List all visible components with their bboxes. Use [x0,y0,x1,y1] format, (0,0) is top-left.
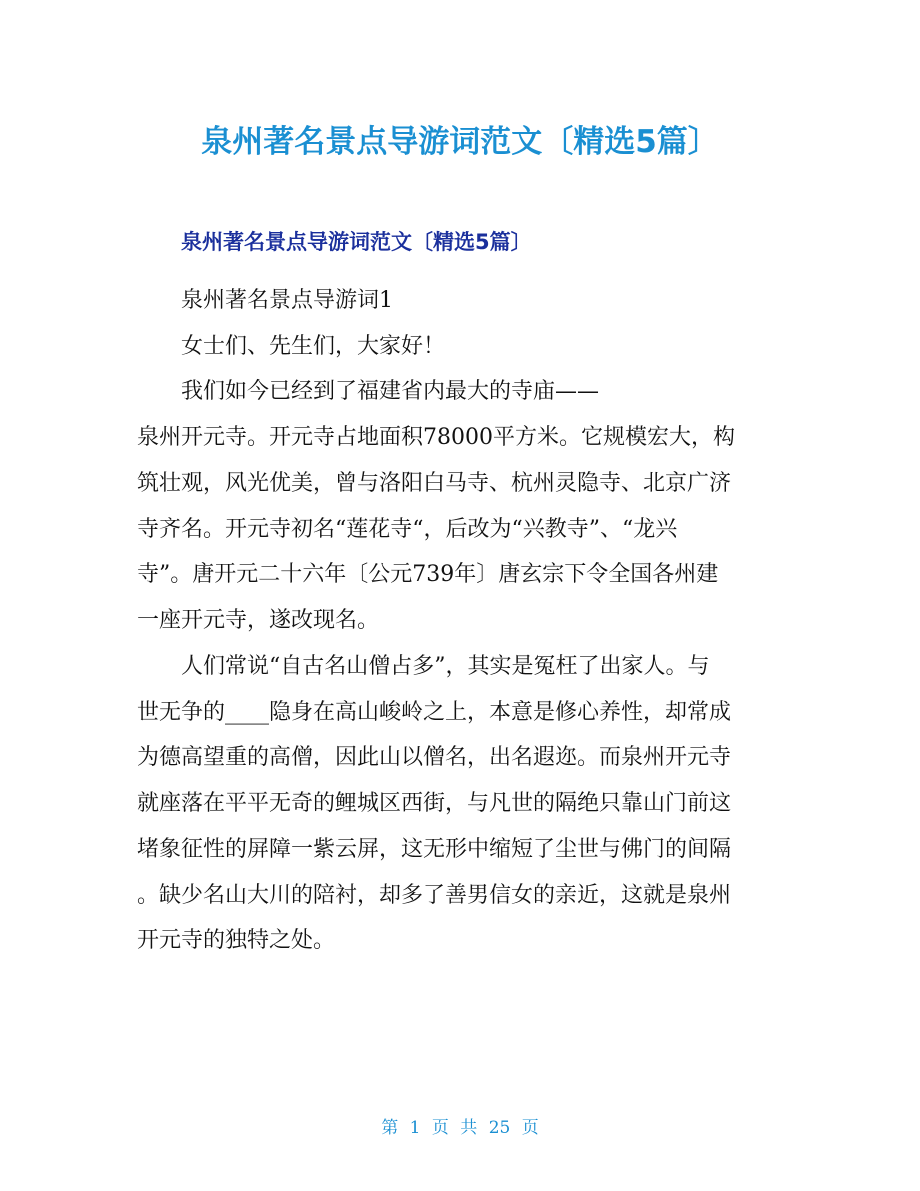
body-line: 泉州著名景点导游词1 [181,288,393,313]
body-line: 我们如今已经到了福建省内最大的寺庙—— [181,379,600,404]
body-line: 。缺少名山大川的陪衬，却多了善男信女的亲近，这就是泉州 [137,883,732,908]
page-footer: 第 1 页 共 25 页 [381,1118,539,1138]
body-line: 寺”。唐开元二十六年〔公元739年〕唐玄宗下令全国各州建 [137,562,719,587]
body-line: 开元寺的独特之处。 [137,928,336,953]
body-line: 女士们、先生们，大家好！ [181,334,446,359]
body-line: 为德高望重的高僧，因此山以僧名，出名遐迩。而泉州开元寺 [137,745,732,770]
body-line: 寺齐名。开元寺初名“莲花寺“，后改为“兴教寺”、“龙兴 [137,517,678,542]
body-line: 就座落在平平无奇的鲤城区西街，与凡世的隔绝只靠山门前这 [137,791,732,816]
body-line: 筑壮观，风光优美，曾与洛阳白马寺、杭州灵隐寺、北京广济 [137,471,732,496]
body-line: 人们常说“自古名山僧占多”，其实是冤枉了出家人。与 [181,654,710,679]
body-line: 泉州开元寺。开元寺占地面积78000平方米。它规模宏大，构 [137,425,735,450]
page-title: 泉州著名景点导游词范文〔精选5篇〕 [201,124,719,160]
body-line: 一座开元寺，遂改现名。 [137,608,380,633]
body-line: 堵象征性的屏障一紫云屏，这无形中缩短了尘世与佛门的间隔 [137,837,732,862]
body-line: 世无争的____隐身在高山峻岭之上，本意是修心养性，却常成 [137,700,732,725]
section-heading: 泉州著名景点导游词范文〔精选5篇〕 [181,230,532,254]
